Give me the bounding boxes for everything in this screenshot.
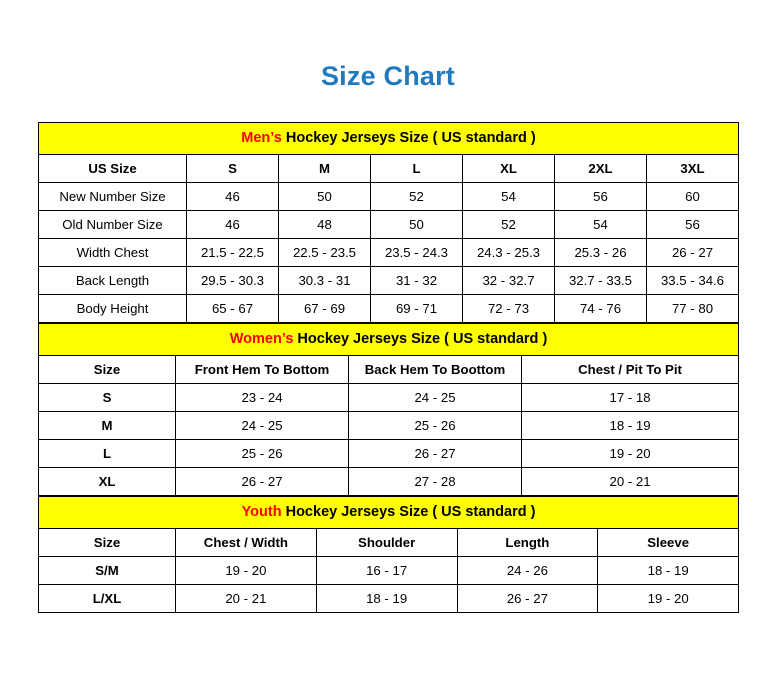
mens-size-table bbox=[38, 122, 739, 323]
mens-row-3-cell-2: 31 - 32 bbox=[371, 266, 463, 294]
mens-row-2-cell-2: 23.5 - 24.3 bbox=[371, 238, 463, 266]
youth-row-0-label: S/M bbox=[39, 556, 176, 584]
table-row bbox=[39, 210, 739, 238]
mens-row-2-cell-5: 26 - 27 bbox=[647, 238, 739, 266]
table-row bbox=[39, 556, 739, 584]
mens-row-4-cell-5: 77 - 80 bbox=[647, 294, 739, 322]
womens-row-0-label: S bbox=[39, 383, 176, 411]
youth-size-table bbox=[38, 496, 739, 613]
womens-row-3-cell-2: 20 - 21 bbox=[522, 467, 739, 495]
mens-row-1-cell-5: 56 bbox=[647, 210, 739, 238]
womens-col-2: Back Hem To Boottom bbox=[349, 355, 522, 383]
mens-col-1: S bbox=[187, 154, 279, 182]
womens-heading-accent: Women’s bbox=[229, 331, 294, 348]
mens-column-header-row bbox=[39, 154, 739, 182]
table-row bbox=[39, 182, 739, 210]
mens-row-4-cell-3: 72 - 73 bbox=[463, 294, 555, 322]
womens-row-1-label: M bbox=[39, 411, 176, 439]
table-row bbox=[39, 294, 739, 322]
mens-col-6: 3XL bbox=[647, 154, 739, 182]
youth-row-1-cell-3: 19 - 20 bbox=[598, 584, 739, 612]
womens-col-1: Front Hem To Bottom bbox=[176, 355, 349, 383]
mens-row-0-cell-2: 52 bbox=[371, 182, 463, 210]
table-row bbox=[39, 238, 739, 266]
mens-row-2-label: Width Chest bbox=[39, 238, 187, 266]
womens-section-heading bbox=[39, 323, 739, 355]
mens-row-0-cell-0: 46 bbox=[187, 182, 279, 210]
womens-row-1-cell-0: 24 - 25 bbox=[176, 411, 349, 439]
mens-heading-accent: Men’s bbox=[241, 130, 282, 147]
mens-col-0: US Size bbox=[39, 154, 187, 182]
mens-row-2-cell-1: 22.5 - 23.5 bbox=[279, 238, 371, 266]
youth-col-1: Chest / Width bbox=[176, 528, 317, 556]
youth-row-1-cell-0: 20 - 21 bbox=[176, 584, 317, 612]
mens-row-2-cell-0: 21.5 - 22.5 bbox=[187, 238, 279, 266]
mens-row-4-label: Body Height bbox=[39, 294, 187, 322]
womens-row-2-label: L bbox=[39, 439, 176, 467]
mens-col-3: L bbox=[371, 154, 463, 182]
table-row bbox=[39, 467, 739, 495]
mens-section-heading-row bbox=[39, 122, 739, 154]
size-tables bbox=[38, 122, 738, 613]
youth-heading-rest: Hockey Jerseys Size ( US standard ) bbox=[281, 504, 536, 521]
youth-col-2: Shoulder bbox=[316, 528, 457, 556]
womens-row-2-cell-0: 25 - 26 bbox=[176, 439, 349, 467]
mens-row-0-cell-4: 56 bbox=[555, 182, 647, 210]
mens-row-1-cell-0: 46 bbox=[187, 210, 279, 238]
mens-row-3-cell-3: 32 - 32.7 bbox=[463, 266, 555, 294]
mens-col-5: 2XL bbox=[555, 154, 647, 182]
youth-row-1-cell-1: 18 - 19 bbox=[316, 584, 457, 612]
table-row bbox=[39, 383, 739, 411]
youth-row-0-cell-2: 24 - 26 bbox=[457, 556, 598, 584]
womens-row-3-cell-0: 26 - 27 bbox=[176, 467, 349, 495]
mens-row-3-cell-1: 30.3 - 31 bbox=[279, 266, 371, 294]
page-title: Size Chart bbox=[320, 61, 456, 91]
mens-row-1-cell-4: 54 bbox=[555, 210, 647, 238]
womens-row-2-cell-2: 19 - 20 bbox=[522, 439, 739, 467]
mens-row-3-cell-5: 33.5 - 34.6 bbox=[647, 266, 739, 294]
mens-row-4-cell-0: 65 - 67 bbox=[187, 294, 279, 322]
mens-row-2-cell-3: 24.3 - 25.3 bbox=[463, 238, 555, 266]
womens-column-header-row bbox=[39, 355, 739, 383]
mens-row-3-label: Back Length bbox=[39, 266, 187, 294]
mens-row-0-label: New Number Size bbox=[39, 182, 187, 210]
mens-row-3-cell-4: 32.7 - 33.5 bbox=[555, 266, 647, 294]
womens-heading-rest: Hockey Jerseys Size ( US standard ) bbox=[293, 331, 548, 348]
mens-row-1-cell-1: 48 bbox=[279, 210, 371, 238]
mens-row-1-label: Old Number Size bbox=[39, 210, 187, 238]
womens-row-0-cell-0: 23 - 24 bbox=[176, 383, 349, 411]
womens-col-0: Size bbox=[39, 355, 176, 383]
mens-row-3-cell-0: 29.5 - 30.3 bbox=[187, 266, 279, 294]
mens-row-4-cell-2: 69 - 71 bbox=[371, 294, 463, 322]
womens-row-1-cell-2: 18 - 19 bbox=[522, 411, 739, 439]
youth-column-header-row bbox=[39, 528, 739, 556]
youth-col-4: Sleeve bbox=[598, 528, 739, 556]
womens-section-heading-row bbox=[39, 323, 739, 355]
mens-row-1-cell-2: 50 bbox=[371, 210, 463, 238]
mens-row-4-cell-4: 74 - 76 bbox=[555, 294, 647, 322]
mens-col-2: M bbox=[279, 154, 371, 182]
womens-row-3-cell-1: 27 - 28 bbox=[349, 467, 522, 495]
youth-section-heading bbox=[39, 496, 739, 528]
mens-col-4: XL bbox=[463, 154, 555, 182]
youth-row-0-cell-0: 19 - 20 bbox=[176, 556, 317, 584]
womens-row-1-cell-1: 25 - 26 bbox=[349, 411, 522, 439]
mens-row-2-cell-4: 25.3 - 26 bbox=[555, 238, 647, 266]
youth-row-1-cell-2: 26 - 27 bbox=[457, 584, 598, 612]
table-row bbox=[39, 439, 739, 467]
mens-row-1-cell-3: 52 bbox=[463, 210, 555, 238]
womens-row-2-cell-1: 26 - 27 bbox=[349, 439, 522, 467]
mens-heading-rest: Hockey Jerseys Size ( US standard ) bbox=[281, 130, 536, 147]
youth-heading-accent: Youth bbox=[241, 504, 282, 521]
mens-row-0-cell-1: 50 bbox=[279, 182, 371, 210]
mens-row-0-cell-3: 54 bbox=[463, 182, 555, 210]
womens-row-0-cell-1: 24 - 25 bbox=[349, 383, 522, 411]
womens-row-3-label: XL bbox=[39, 467, 176, 495]
table-row bbox=[39, 411, 739, 439]
mens-row-0-cell-5: 60 bbox=[647, 182, 739, 210]
youth-row-0-cell-3: 18 - 19 bbox=[598, 556, 739, 584]
youth-row-0-cell-1: 16 - 17 bbox=[316, 556, 457, 584]
womens-size-table bbox=[38, 323, 739, 496]
womens-col-3: Chest / Pit To Pit bbox=[522, 355, 739, 383]
youth-col-0: Size bbox=[39, 528, 176, 556]
mens-section-heading bbox=[39, 122, 739, 154]
table-row bbox=[39, 584, 739, 612]
womens-row-0-cell-2: 17 - 18 bbox=[522, 383, 739, 411]
youth-row-1-label: L/XL bbox=[39, 584, 176, 612]
mens-row-4-cell-1: 67 - 69 bbox=[279, 294, 371, 322]
youth-col-3: Length bbox=[457, 528, 598, 556]
table-row bbox=[39, 266, 739, 294]
youth-section-heading-row bbox=[39, 496, 739, 528]
